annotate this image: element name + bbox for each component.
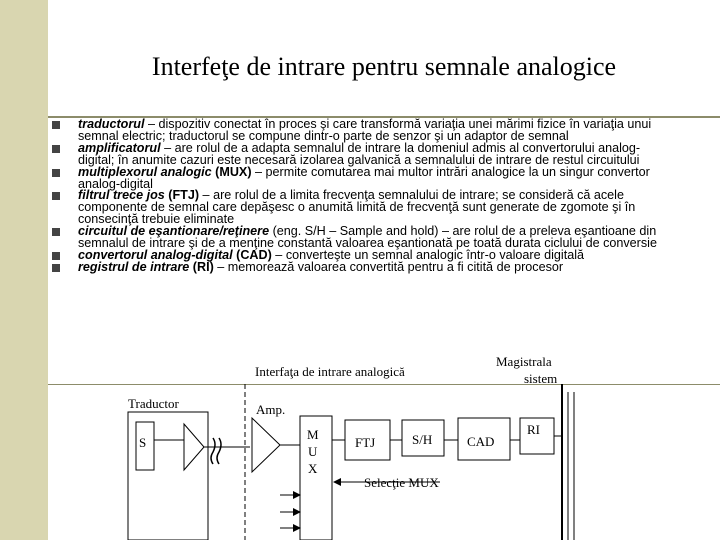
mux-letter-x: X [308, 461, 318, 476]
bus-label-line2: sistem [524, 371, 558, 386]
mux-select-label: Selecţie MUX [364, 475, 439, 490]
bullet-text: – permite comutarea mai multor intrări analogice la un singur convertor analog-digital [78, 164, 650, 191]
isolation-mark-1 [211, 438, 215, 464]
bus-label-line1: Magistrala [496, 354, 552, 369]
bullet-abbr: (MUX) [211, 164, 252, 179]
bullet-text: – converteşte un semnal analogic într-o valoare digitală [271, 247, 585, 262]
slide-title: Interfeţe de intrare pentru semnale analogice [151, 52, 617, 81]
mux-letter-u: U [308, 444, 318, 459]
bullet-text: (eng. S/H – Sample and hold) – are rolul de a preleva eşantioane din semnalul de intrare şi de a menţine constantă valoarea eşantionată pe toată durata ciclului de conversie [78, 224, 657, 251]
ri-label: RI [527, 422, 540, 437]
adapter-triangle [184, 424, 204, 470]
bullet-abbr: (RI) [189, 259, 214, 274]
sensor-label: S [139, 435, 147, 450]
bullet-term: registrul de intrare [78, 259, 190, 274]
traductor-label: Traductor [128, 396, 179, 411]
mux-letter-m: M [307, 427, 319, 442]
bullet-text: – dispozitiv conectat în proces şi care transformă variaţia unei mărimi fizice în variaţia unui semnal electric; traductorul se compune dintr-o parte de senzor şi un adaptor de semnal [78, 117, 652, 143]
bullet-term: convertorul analog-digital [78, 247, 233, 262]
cad-label: CAD [467, 434, 495, 449]
bullet-term: traductorul [78, 117, 145, 131]
bullet-text: – are rolul de a limita frecvenţa semnalului de intrare; se consideră că acele componente de semnal care depăşesc o anumită limită de frecvenţă sunt generate de zgomote şi în consecinţă trebuie eliminate [78, 188, 636, 227]
bullet-text: – memorează valoarea convertită pentru a fi citită de procesor [213, 259, 564, 274]
ftj-label: FTJ [355, 435, 376, 450]
bullet-term: amplificatorul [78, 140, 161, 155]
bullet-term: multiplexorul analogic [78, 164, 212, 179]
bullet-abbr: (FTJ) [164, 188, 200, 203]
bullet-abbr: (CAD) [232, 247, 272, 262]
sh-label: S/H [412, 432, 433, 447]
isolation-mark-2 [217, 438, 221, 464]
interface-label: Interfaţa de intrare analogică [255, 364, 405, 379]
bullet-term: circuitul de eşantionare/reţinere [78, 224, 270, 239]
traductor-box [128, 412, 208, 540]
amplifier-triangle [252, 418, 280, 472]
bullet-text: – are rolul de a adapta semnalul de intrare la domeniul admis al convertorului analog-digital; în anumite cazuri este necesară izolarea galvanică a semnalului de intrare de restul circuitului [78, 140, 641, 167]
bullet-term: filtrul trece jos [78, 188, 165, 203]
amp-label: Amp. [256, 402, 286, 417]
